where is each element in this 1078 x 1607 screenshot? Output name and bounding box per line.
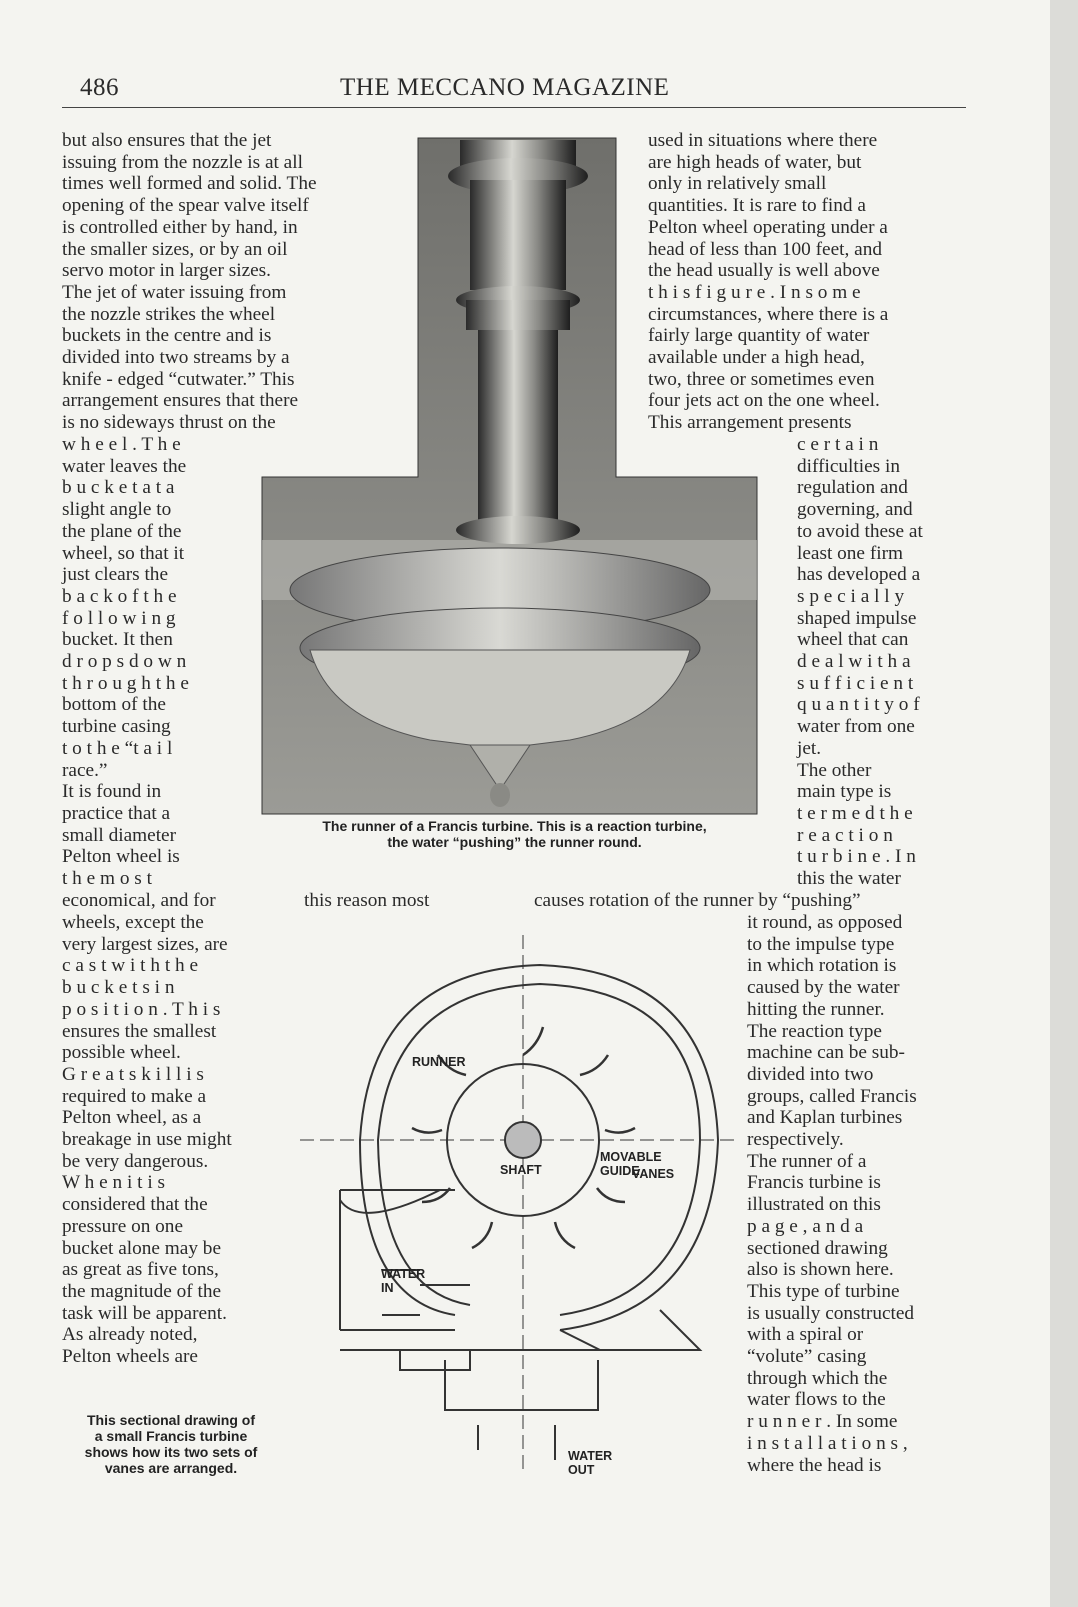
- text-line: buckets in the centre and is: [62, 325, 272, 347]
- text-line: the magnitude of the: [62, 1280, 222, 1302]
- text-line: regulation and: [797, 477, 908, 499]
- text-line: task will be apparent.: [62, 1302, 227, 1324]
- shaft-circle: [505, 1122, 541, 1158]
- label-water-in: WATER IN: [381, 1267, 426, 1295]
- text-line: possible wheel.: [62, 1042, 181, 1064]
- text-line: sectioned drawing: [747, 1237, 888, 1259]
- label-runner: RUNNER: [412, 1055, 466, 1069]
- text-line: This arrangement presents: [648, 412, 852, 434]
- text-line: knife - edged “cutwater.” This: [62, 368, 295, 390]
- drawing-caption-line2: a small Francis turbine: [94, 1428, 248, 1444]
- text-line: d r o p s d o w n: [62, 651, 187, 673]
- drawing-caption: [60, 1412, 282, 1476]
- text-line: small diameter: [62, 824, 177, 846]
- text-line: times well formed and solid. The: [62, 173, 317, 195]
- text-line: in which rotation is: [747, 955, 897, 977]
- text-line: shaped impulse: [797, 607, 917, 629]
- text-line: water flows to the: [747, 1389, 886, 1411]
- text-line: “volute” casing: [747, 1346, 867, 1368]
- text-line: considered that the: [62, 1194, 208, 1216]
- text-line: bucket. It then: [62, 629, 173, 651]
- text-line: through which the: [747, 1367, 888, 1389]
- text-line: This type of turbine: [747, 1280, 900, 1302]
- text-line: two, three or sometimes even: [648, 368, 875, 390]
- text-line: The jet of water issuing from: [62, 281, 287, 303]
- text-line: divided into two: [747, 1063, 874, 1085]
- text-line: wheels, except the: [62, 912, 204, 933]
- text-line: hitting the runner.: [747, 998, 885, 1020]
- text-line: The runner of a: [747, 1150, 867, 1172]
- text-line: head of less than 100 feet, and: [648, 238, 882, 260]
- text-line: wheel, so that it: [62, 542, 185, 564]
- photo-caption-line2: the water “pushing” the runner round.: [387, 834, 642, 850]
- text-line: It is found in: [62, 781, 162, 803]
- text-line: the nozzle strikes the wheel: [62, 303, 276, 325]
- text-line: it round, as opposed: [747, 912, 903, 933]
- text-line: quantities. It is rare to find a: [648, 195, 866, 217]
- text-line: are high heads of water, but: [648, 151, 862, 173]
- text-line: groups, called Francis: [747, 1085, 917, 1107]
- text-line: where the head is: [747, 1454, 882, 1476]
- text-line: this the water: [797, 868, 901, 890]
- text-line: difficulties in: [797, 455, 900, 477]
- text-line: q u a n t i t y o f: [797, 694, 920, 716]
- text-line: turbine casing: [62, 716, 171, 738]
- text-line: slight angle to: [62, 499, 172, 521]
- text-line: t e r m e d t h e: [797, 802, 913, 824]
- text-line: opening of the spear valve itself: [62, 195, 309, 217]
- text-line: Francis turbine is: [747, 1172, 881, 1194]
- text-line: s p e c i a l l y: [797, 585, 905, 607]
- text-line: used in situations where there: [648, 130, 878, 151]
- text-line: is usually constructed: [747, 1302, 915, 1324]
- full-width-line-mid: this reason most: [304, 890, 430, 911]
- text-line: machine can be sub-: [747, 1042, 905, 1064]
- text-line: practice that a: [62, 802, 171, 824]
- drawing-caption-line4: vanes are arranged.: [104, 1460, 238, 1476]
- text-line: d e a l w i t h a: [797, 651, 911, 673]
- text-line: p o s i t i o n . T h i s: [62, 998, 221, 1020]
- text-line: is no sideways thrust on the: [62, 412, 276, 434]
- text-line: divided into two streams by a: [62, 347, 290, 369]
- text-line: water leaves the: [62, 455, 187, 477]
- outlet-pipe: [445, 1360, 598, 1410]
- text-line: least one firm: [797, 542, 904, 564]
- photo-caption-line1: The runner of a Francis turbine. This is a reaction turbine,: [322, 818, 707, 834]
- text-line: c a s t w i t h t h e: [62, 955, 199, 977]
- text-line: respectively.: [747, 1129, 844, 1151]
- full-width-line-right: causes rotation of the runner by “pushing”: [534, 890, 861, 911]
- text-line: has developed a: [797, 564, 921, 586]
- text-line: be very dangerous.: [62, 1150, 209, 1172]
- text-line: Pelton wheel is: [62, 846, 180, 868]
- text-line: arrangement ensures that there: [62, 390, 299, 412]
- text-line: to the impulse type: [747, 933, 895, 955]
- text-line: fairly large quantity of water: [648, 325, 870, 347]
- text-line: very largest sizes, are: [62, 933, 228, 955]
- label-guide-vanes-1: MOVABLE GUIDE: [600, 1150, 662, 1178]
- text-line: The other: [797, 759, 872, 781]
- text-line: i n s t a l l a t i o n s ,: [747, 1432, 908, 1454]
- text-line: t o t h e “t a i l: [62, 737, 173, 759]
- label-shaft: SHAFT: [500, 1163, 542, 1177]
- text-line: t h i s f i g u r e . I n s o m e: [648, 281, 861, 303]
- text-line: As already noted,: [62, 1324, 198, 1346]
- text-line: Pelton wheel, as a: [62, 1107, 202, 1129]
- text-line: water from one: [797, 716, 915, 738]
- page-number: 486: [80, 74, 119, 101]
- drawing-caption-line3: shows how its two sets of: [84, 1444, 258, 1460]
- text-line: wheel that can: [797, 629, 909, 651]
- label-guide-vanes-2: VANES: [632, 1167, 675, 1181]
- text-line: as great as five tons,: [62, 1259, 219, 1281]
- text-line: circumstances, where there is a: [648, 303, 889, 325]
- text-line: available under a high head,: [648, 347, 865, 369]
- text-line: caused by the water: [747, 977, 900, 999]
- text-line: just clears the: [62, 564, 169, 586]
- text-line: to avoid these at: [797, 520, 923, 542]
- text-line: also is shown here.: [747, 1259, 894, 1281]
- text-line: main type is: [797, 781, 892, 803]
- casing-base: [400, 1350, 470, 1370]
- text-line: f o l l o w i n g: [62, 607, 176, 629]
- text-line: bucket alone may be: [62, 1237, 222, 1259]
- text-line: W h e n i t i s: [62, 1172, 166, 1194]
- text-line: breakage in use might: [62, 1129, 232, 1151]
- text-line: p a g e , a n d a: [747, 1215, 864, 1237]
- text-line: G r e a t s k i l l i s: [62, 1063, 204, 1085]
- text-line: b u c k e t a t a: [62, 477, 175, 499]
- text-line: r u n n e r . In some: [747, 1411, 898, 1433]
- text-line: four jets act on the one wheel.: [648, 390, 880, 412]
- text-line: only in relatively small: [648, 173, 827, 195]
- text-line: w h e e l . T h e: [62, 434, 181, 455]
- full-width-line-left: economical, and for: [62, 890, 216, 911]
- text-line: ensures the smallest: [62, 1020, 217, 1042]
- text-line: is controlled either by hand, in: [62, 216, 298, 238]
- page-title: THE MECCANO MAGAZINE: [340, 74, 670, 101]
- text-line: but also ensures that the jet: [62, 130, 272, 151]
- photo-caption: [262, 818, 767, 850]
- text-line: t h e m o s t: [62, 868, 152, 890]
- text-line: r e a c t i o n: [797, 824, 893, 846]
- text-line: t h r o u g h t h e: [62, 672, 189, 694]
- text-line: bottom of the: [62, 694, 166, 716]
- text-line: jet.: [797, 737, 822, 759]
- text-line: illustrated on this: [747, 1194, 881, 1216]
- text-line: governing, and: [797, 499, 913, 521]
- text-line: race.”: [62, 759, 108, 781]
- text-line: b a c k o f t h e: [62, 585, 177, 607]
- text-line: s u f f i c i e n t: [797, 672, 914, 694]
- text-line: with a spiral or: [747, 1324, 864, 1346]
- scan-margin: [1050, 0, 1078, 1607]
- text-line: b u c k e t s i n: [62, 977, 175, 999]
- text-line: the head usually is well above: [648, 260, 880, 282]
- text-line: issuing from the nozzle is at all: [62, 151, 303, 173]
- text-line: c e r t a i n: [797, 434, 879, 455]
- text-line: the smaller sizes, or by an oil: [62, 238, 288, 260]
- text-line: and Kaplan turbines: [747, 1107, 903, 1129]
- label-water-out: WATER OUT: [568, 1449, 613, 1477]
- text-line: Pelton wheel operating under a: [648, 216, 888, 238]
- text-line: t u r b i n e . I n: [797, 846, 916, 868]
- text-line: required to make a: [62, 1085, 207, 1107]
- drawing-caption-line1: This sectional drawing of: [86, 1412, 256, 1428]
- text-line: The reaction type: [747, 1020, 882, 1042]
- text-line: Pelton wheels are: [62, 1346, 198, 1368]
- text-line: the plane of the: [62, 520, 182, 542]
- text-line: servo motor in larger sizes.: [62, 260, 272, 282]
- text-line: pressure on one: [62, 1215, 184, 1237]
